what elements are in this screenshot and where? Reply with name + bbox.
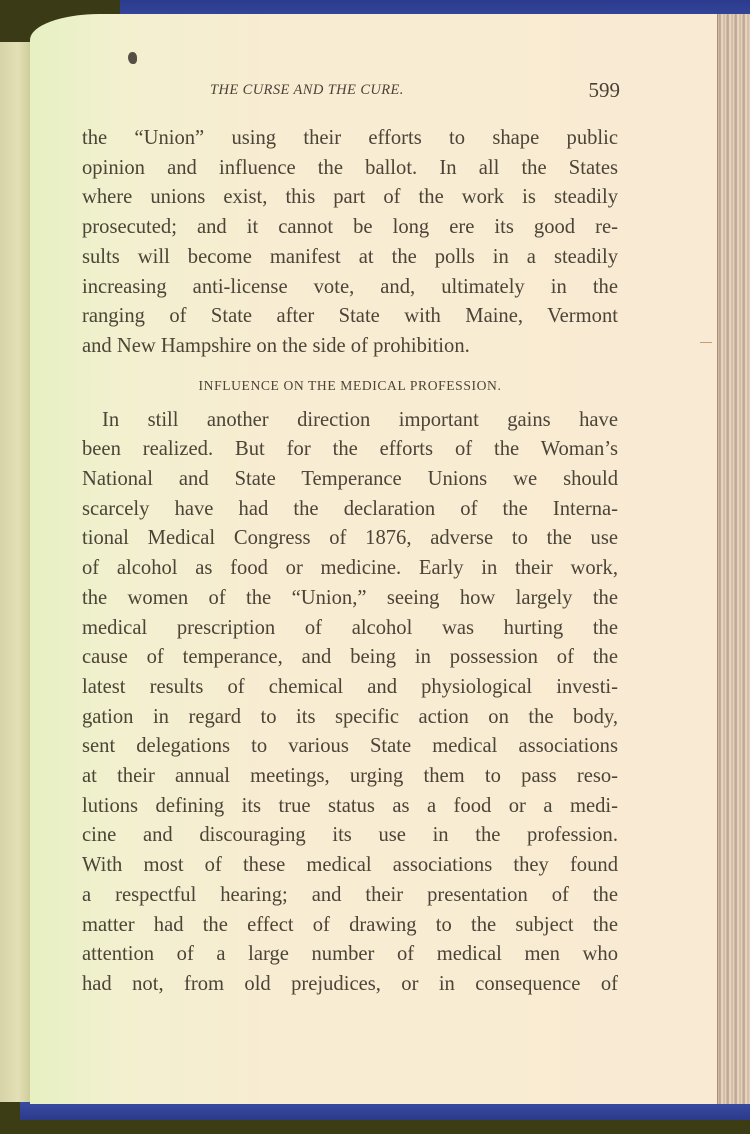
text-line: prosecuted; and it cannot be long ere its good re- [82,216,618,239]
text-line: With most of these medical associations they found [82,854,618,877]
text-line: where unions exist, this part of the work is steadily [82,186,618,209]
text-line: cine and discouraging its use in the profession. [82,824,618,847]
section-heading: INFLUENCE ON THE MEDICAL PROFESSION. [198,377,502,393]
text-line: a respectful hearing; and their presentation of the [82,883,618,906]
facing-page-edge [0,42,31,1102]
text-line: National and State Temperance Unions we should [82,468,618,491]
text-line: gation in regard to its specific action on the body, [82,705,618,728]
body-text [82,124,618,1000]
ink-spot [128,52,137,64]
text-line: medical prescription of alcohol was hurting the [82,616,618,639]
text-line: the “Union” using their efforts to shape public [82,127,618,149]
text-line: ranging of State after State with Maine, Vermont [82,305,618,328]
paper-blemish [700,342,712,343]
text-line: In still another direction important gains have [102,408,618,431]
text-line: cause of temperance, and being in possession of the [82,646,618,669]
page-number: 599 [588,78,620,102]
running-title: THE CURSE AND THE CURE. [210,82,404,98]
text-line: increasing anti-license vote, and, ultimately in the [82,275,618,298]
paragraph-2 [82,406,618,1000]
text-line: matter had the effect of drawing to the subject the [82,913,618,936]
text-line: lutions defining its true status as a food or a medi- [82,794,618,817]
text-line: opinion and influence the ballot. In all the States [82,156,618,179]
text-line: the women of the “Union,” seeing how largely the [82,586,618,609]
running-header [210,78,620,108]
text-line: at their annual meetings, urging them to pass reso- [82,765,618,788]
text-line: latest results of chemical and physiological investi- [82,675,618,698]
text-line: scarcely have had the declaration of the Interna- [82,497,618,520]
page-block-edges [717,14,750,1104]
text-line: of alcohol as food or medicine. Early in their work, [82,557,618,580]
text-line: been realized. But for the efforts of the Woman’s [82,438,618,461]
text-line: tional Medical Congress of 1876, adverse to the use [82,527,618,550]
paragraph-1 [82,124,618,362]
text-line: sent delegations to various State medical associations [82,735,618,758]
text-line: and New Hampshire on the side of prohibition. [82,334,470,357]
text-line: had not, from old prejudices, or in consequence of [82,972,618,995]
text-line: attention of a large number of medical men who [82,943,618,966]
text-line: sults will become manifest at the polls in a steadily [82,245,618,268]
